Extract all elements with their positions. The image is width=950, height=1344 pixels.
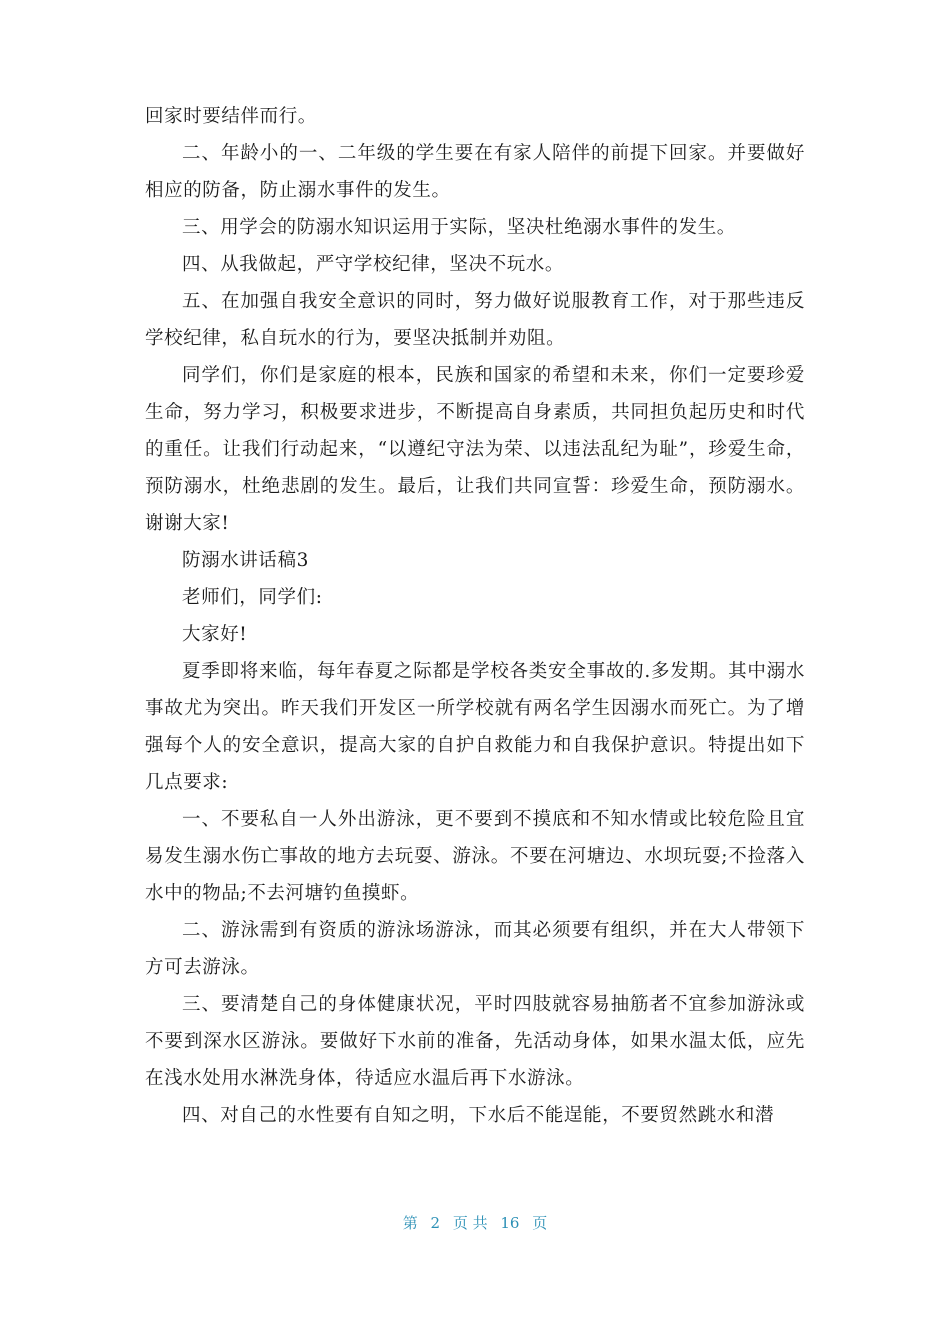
paragraph: 夏季即将来临，每年春夏之际都是学校各类安全事故的.多发期。其中溺水事故尤为突出。昨天我们开发区一所学校就有两名学生因溺水而死亡。为了增强每个人的安全意识，提高大家的自护自救能力和自我保护意识。特提出如下几点要求: bbox=[145, 661, 805, 793]
paragraph: 三、要清楚自己的身体健康状况，平时四肢就容易抽筋者不宜参加游泳或不要到深水区游泳。要做好下水前的准备，先活动身体，如果水温太低，应先在浅水处用水淋洗身体，待适应水温后再下水游泳。 bbox=[145, 994, 805, 1089]
paragraph: 回家时要结伴而行。 bbox=[145, 106, 317, 127]
document-body bbox=[145, 98, 805, 1134]
current-page-number: 2 bbox=[430, 1214, 441, 1232]
footer-suffix: 页 bbox=[532, 1214, 548, 1232]
paragraph: 二、游泳需到有资质的游泳场游泳，而其必须要有组织，并在大人带领下方可去游泳。 bbox=[145, 920, 805, 978]
paragraph: 一、不要私自一人外出游泳，更不要到不摸底和不知水情或比较危险且宜易发生溺水伤亡事故的地方去玩耍、游泳。不要在河塘边、水坝玩耍;不捡落入水中的物品;不去河塘钓鱼摸虾。 bbox=[145, 809, 805, 904]
footer-middle: 页 共 bbox=[452, 1214, 488, 1232]
paragraph: 三、用学会的防溺水知识运用于实际，坚决杜绝溺水事件的发生。 bbox=[182, 217, 736, 238]
paragraph: 五、在加强自我安全意识的同时，努力做好说服教育工作，对于那些违反学校纪律，私自玩水的行为，要坚决抵制并劝阻。 bbox=[145, 291, 805, 349]
paragraph: 二、年龄小的一、二年级的学生要在有家人陪伴的前提下回家。并要做好相应的防备，防止溺水事件的发生。 bbox=[145, 143, 805, 201]
salutation: 老师们，同学们: bbox=[182, 587, 323, 608]
total-pages-number: 16 bbox=[500, 1214, 520, 1232]
greeting: 大家好! bbox=[182, 624, 248, 645]
footer-prefix: 第 bbox=[402, 1214, 418, 1232]
paragraph: 同学们，你们是家庭的根本，民族和国家的希望和未来，你们一定要珍爱生命，努力学习，积极要求进步，不断提高自身素质，共同担负起历史和时代的重任。让我们行动起来，“以遵纪守法为荣、以违法乱纪为耻”，珍爱生命，预防溺水，杜绝悲剧的发生。最后，让我们共同宣誓：珍爱生命，预防溺水。谢谢大家! bbox=[145, 365, 805, 534]
paragraph: 四、对自己的水性要有自知之明，下水后不能逞能，不要贸然跳水和潜 bbox=[182, 1105, 775, 1126]
paragraph: 四、从我做起，严守学校纪律，坚决不玩水。 bbox=[182, 254, 565, 275]
page-number-footer bbox=[0, 1212, 950, 1233]
section-title: 防溺水讲话稿3 bbox=[182, 550, 309, 571]
